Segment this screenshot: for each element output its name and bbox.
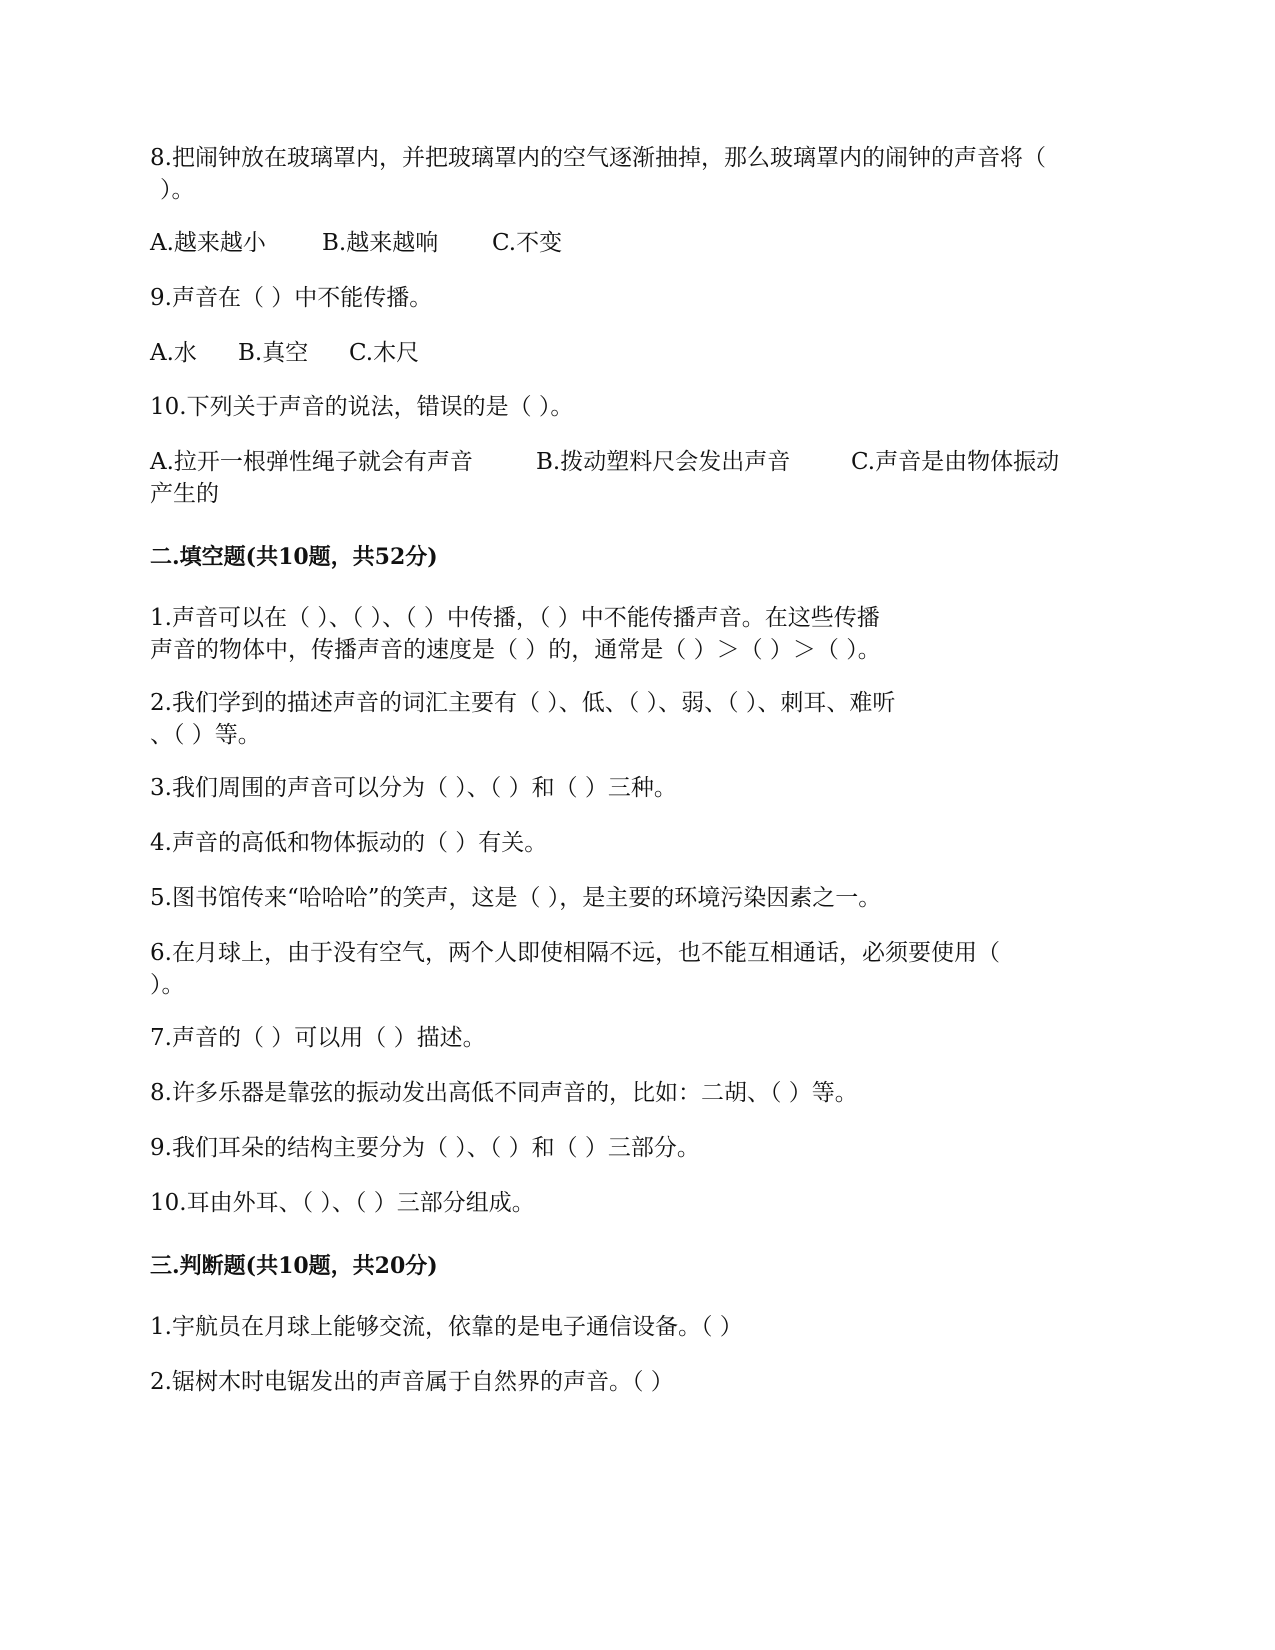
fill-item-4: 4.声音的高低和物体振动的（ ）有关。 <box>150 830 548 856</box>
question-8-options <box>150 228 1130 258</box>
fill-item-2: 2.我们学到的描述声音的词汇主要有（ ）、低、（ ）、弱、（ ）、刺耳、难听 <box>150 690 896 716</box>
fill-item-2-cont: 、（ ）等。 <box>150 722 261 748</box>
fill-item-5: 5.图书馆传来“哈哈哈”的笑声，这是（ ），是主要的环境污染因素之一。 <box>150 885 882 911</box>
option-b: B.拨动塑料尺会发出声音 <box>536 449 791 475</box>
question-10-options <box>150 447 1130 477</box>
fill-item-3: 3.我们周围的声音可以分为（ ）、（ ）和（ ）三种。 <box>150 775 677 801</box>
option-a: A.越来越小 <box>150 230 266 256</box>
option-c: C.不变 <box>492 230 563 256</box>
question-10-text: 10.下列关于声音的说法，错误的是（ ）。 <box>150 394 574 420</box>
question-8-text-cont: ）。 <box>160 177 195 203</box>
fill-item-9: 9.我们耳朵的结构主要分为（ ）、（ ）和（ ）三部分。 <box>150 1135 700 1161</box>
fill-item-6: 6.在月球上，由于没有空气，两个人即使相隔不远，也不能互相通话，必须要使用（ <box>150 940 1000 966</box>
fill-item-1-cont: 声音的物体中，传播声音的速度是（ ）的，通常是（ ）＞（ ）＞（ ）。 <box>150 637 881 663</box>
question-9-options <box>150 338 1130 368</box>
option-a: A.水 <box>150 340 197 366</box>
option-c: C.声音是由物体振动 <box>851 449 1060 475</box>
section-heading-judge: 三.判断题(共10题，共20分) <box>150 1253 438 1279</box>
judge-item-1: 1.宇航员在月球上能够交流，依靠的是电子通信设备。（ ） <box>150 1314 743 1340</box>
question-9-text: 9.声音在（ ）中不能传播。 <box>150 285 433 311</box>
option-b: B.真空 <box>238 340 309 366</box>
option-a: A.拉开一根弹性绳子就会有声音 <box>150 449 473 475</box>
fill-item-7: 7.声音的（ ）可以用（ ）描述。 <box>150 1025 486 1051</box>
judge-item-2: 2.锯树木时电锯发出的声音属于自然界的声音。（ ） <box>150 1369 674 1395</box>
section-heading-fill: 二.填空题(共10题，共52分) <box>150 544 438 570</box>
fill-item-1: 1.声音可以在（ ）、（ ）、（ ）中传播，（ ）中不能传播声音。在这些传播 <box>150 605 880 631</box>
fill-item-10: 10.耳由外耳、（ ）、（ ）三部分组成。 <box>150 1190 535 1216</box>
fill-item-6-cont: ）。 <box>150 972 185 998</box>
question-10-options-cont: 产生的 <box>150 481 219 507</box>
option-b: B.越来越响 <box>322 230 439 256</box>
fill-item-8: 8.许多乐器是靠弦的振动发出高低不同声音的，比如：二胡、（ ）等。 <box>150 1080 858 1106</box>
question-8-text: 8.把闹钟放在玻璃罩内，并把玻璃罩内的空气逐渐抽掉，那么玻璃罩内的闹钟的声音将（ <box>150 145 1046 171</box>
option-c: C.木尺 <box>349 340 420 366</box>
